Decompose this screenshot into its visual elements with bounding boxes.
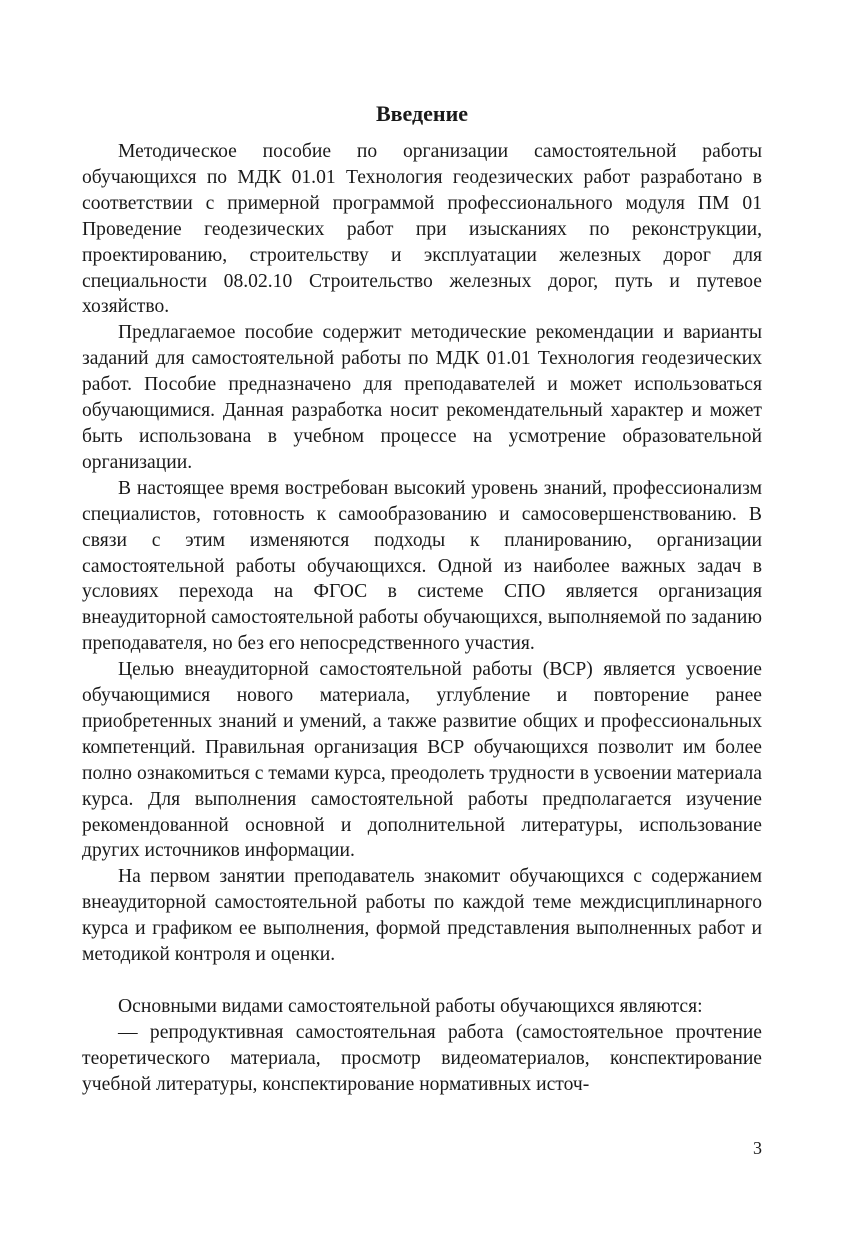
list-item-reproductive: — репродуктивная самостоятельная работа (самостоятельное прочтение теоретического материала, просмотр видеоматериалов, конспектирование учебной литературы, конспектирование нормативных источ- [82,1021,762,1095]
page-title: Введение [375,101,469,126]
page-content [82,99,762,1098]
paragraph-contents: Предлагаемое пособие содержит методические рекомендации и варианты заданий для самостоятельной работы по МДК 01.01 Технология геодезических работ. Пособие предназначено для преподавателей и может использоваться обучающимися. Данная разработка носит рекомендательный характер и может быть использована в учебном процессе на усмотрение образовательной организации. [82,322,762,473]
paragraph-purpose: Методическое пособие по организации самостоятельной работы обучающихся по МДК 01.01 Технология геодезических работ разработано в соответствии с примерной программой профессионального модуля ПМ 01 Проведение геодезических работ при изысканиях по реконструкции, проектированию, строительству и эксплуатации железных дорог для специальности 08.02.10 Строительство железных дорог, путь и путевое хозяйство. [82,141,762,318]
paragraph-goal: Целью внеаудиторной самостоятельной работы (ВСР) является усвоение обучающимися нового материала, углубление и повторение ранее приобретенных знаний и умений, а также развитие общих и профессиональных компетенций. Правильная организация ВСР обучающихся позволит им более полно ознакомиться с темами курса, преодолеть трудности в усвоении материала курса. Для выполнения самостоятельной работы предполагается изучение рекомендованной основной и дополнительной литературы, использование других источников информации. [82,659,762,862]
paragraph-spacer [82,968,762,994]
page-number: 3 [753,1138,762,1158]
paragraph-relevance: В настоящее время востребован высокий уровень знаний, профессионализм специалистов, готовность к самообразованию и самосовершенствованию. В связи с этим изменяются подходы к планированию, организации самостоятельной работы обучающихся. Одной из наиболее важных задач в условиях перехода на ФГОС в системе СПО является организация внеаудиторной самостоятельной работы обучающихся, выполняемой по заданию преподавателя, но без его непосредственного участия. [82,477,762,655]
paragraph-first-lesson: На первом занятии преподаватель знакомит обучающихся с содержанием внеаудиторной самостоятельной работы по каждой теме междисциплинарного курса и графиком ее выполнения, формой представления выполненных работ и методикой контроля и оценки. [82,866,762,966]
paragraph-types-intro: Основными видами самостоятельной работы обучающихся являются: [118,996,703,1017]
